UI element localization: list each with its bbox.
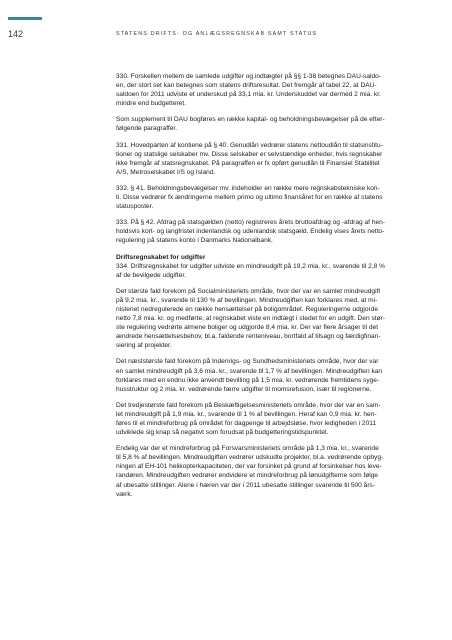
- text-line: Endelig var der et mindreforbrug på Forsvarsministeriets område på 1,3 mia. kr., svarende: [116, 445, 379, 453]
- text-line: saldoen for 2011 udviste et underskud på 33,1 mia. kr. Underskuddet var dermed 2 mia. kr.: [116, 91, 381, 99]
- section-heading: Driftsregnskabet for udgifter: [116, 253, 206, 261]
- text-line: 330. Forskellen mellem de samlede udgifter og indtægter på §§ 1-38 betegnes DAU-saldo-: [116, 73, 381, 80]
- text-line: siering af projekter.: [116, 342, 172, 350]
- paragraph: [116, 184, 416, 211]
- text-line: en samlet mindreudgift på 3,6 mia. kr., svarende til 1,7 % af bevillingen. Mindreudgiften kan: [116, 367, 383, 375]
- text-line: til 5,8 % af bevillingen. Mindreudgiften vedrører udskudte projekter, bl.a. vedrørende opbyg-: [116, 454, 384, 462]
- text-line: Det næststørste fald forekom på Indenrigs- og Sundhedsministeriets område, hvor der var: [116, 358, 379, 366]
- paragraph: [116, 401, 416, 437]
- text-line: ningen af EH-101 helikopterkapaciteten, der var forsinket på grund af forsinkelser hos leve-: [116, 463, 382, 471]
- paragraph: [116, 357, 416, 393]
- text-line: føres til et mindreforbrug på området for dagpenge til arbejdsløse, hvor ledigheden i 2011: [116, 420, 377, 427]
- text-line: 331. Hovedparten af kontiene på § 40. Genudlån vedrører statens nettoudlån til statsinstitu-: [116, 141, 383, 149]
- page-number: 142: [8, 29, 24, 39]
- paragraph: [116, 218, 416, 245]
- text-line: holdsvis kort- og langfristet indenlandsk og udenlandsk statsgæld. Endelig vises årets netto-: [116, 228, 385, 236]
- text-line: husstruktur og 2 mia. kr. vedrørende færre udgifter til momsrefusion, især til regionerne.: [116, 385, 372, 393]
- body-text: [116, 72, 416, 506]
- paragraph: [116, 444, 416, 499]
- text-line: 332. § 41. Beholdningsbevægelser mv. indeholder en række mere regnskabstekniske kon-: [116, 184, 380, 192]
- header-rule: [8, 17, 42, 20]
- text-line: værk.: [116, 490, 133, 498]
- text-line: følgende paragraffer.: [116, 125, 178, 133]
- text-line: randøren. Mindreudgiften vedrører endvidere et mindreforbrug på lønudgifterne som følge: [116, 472, 379, 480]
- text-line: af ubesatte stillinger. Alene i hæren var der i 2011 ubesatte stillinger svarende til 500 års-: [116, 481, 376, 489]
- paragraph: [116, 141, 416, 177]
- text-line: af de bevilgede udgifter.: [116, 271, 187, 279]
- running-header: STATENS DRIFTS- OG ANLÆGSREGNSKAB SAMT STATUS: [116, 31, 318, 37]
- text-line: mindre end budgetteret.: [116, 100, 187, 108]
- text-line: nisteriet nedregulerede en række hensættelser på boligområdet. Reguleringerne udgjorde: [116, 305, 379, 313]
- text-line: regulering på statens konto i Danmarks Nationalbank.: [116, 237, 273, 245]
- text-line: udviklede sig knap så negativt som forudsat på budgetteringstidspunktet.: [116, 429, 329, 437]
- text-line: ændrede hensættelsesbehov, bl.a. faldende renteniveau, bortfald af tilsagn og færdigfinan-: [116, 333, 381, 341]
- text-line: ti. Disse vedrører fx ændringerne mellem primo og ultimo finansåret for en række af statens: [116, 194, 383, 202]
- text-line: A/S, Metroselskabet I/S og Island.: [116, 168, 216, 176]
- text-line: Som supplement til DAU bogføres en række kapital- og beholdningsbevægelser på de efter-: [116, 116, 385, 124]
- paragraph: [116, 262, 416, 280]
- text-line: ikke fremgår af statsregnskabet. På paragraffen er fx opført genudlån til Finansiel Stabilitet: [116, 159, 380, 167]
- paragraph: [116, 115, 416, 133]
- text-line: 334. Driftsregnskabet for udgifter udviste en mindreudgift på 19,2 mia. kr., svarende til 2,8 %: [116, 262, 386, 270]
- text-line: ste regulering vedrørte almene boliger og udgjorde 8,4 mia. kr. Der var flere årsager til det: [116, 324, 379, 332]
- text-line: Det tredjestørste fald forekom på Beskæftigelsesministeriets område, hvor der var en sam-: [116, 401, 381, 409]
- text-line: forklares med en endnu ikke anvendt bevilling på 1,5 mia. kr. vedrørende fremtidens syge-: [116, 376, 380, 384]
- paragraph: [116, 287, 416, 351]
- text-line: 333. På § 42. Afdrag på statsgælden (netto) registreres årets bruttoafdrag og -afdrag af hen-: [116, 219, 386, 227]
- text-line: netto 7,8 mia. kr. og medførte, at regnskabet viste en indtægt i stedet for en udgift. Den stør-: [116, 315, 386, 323]
- text-line: tioner og statslige selskaber mv. Disse selskaber er selvstændige enheder, hvis regnskaber: [116, 150, 383, 158]
- text-line: på 9,2 mia. kr., svarende til 130 % af bevillingen. Mindreudgiften kan forklares med, at mi-: [116, 296, 378, 304]
- text-line: en, der stort set kan betegnes som statens driftsresultat. Det fremgår af tabel 22, at DAU-: [116, 82, 377, 90]
- text-line: statusposter.: [116, 203, 154, 211]
- text-line: Det største fald forekom på Socialministeriets område, hvor der var en samlet mindreudgift: [116, 287, 381, 295]
- paragraph: [116, 72, 416, 108]
- text-line: let mindreudgift på 1,9 mia. kr., svarende til 1 % af bevillingen. Heraf kan 0,9 mia. kr. hen-: [116, 410, 377, 418]
